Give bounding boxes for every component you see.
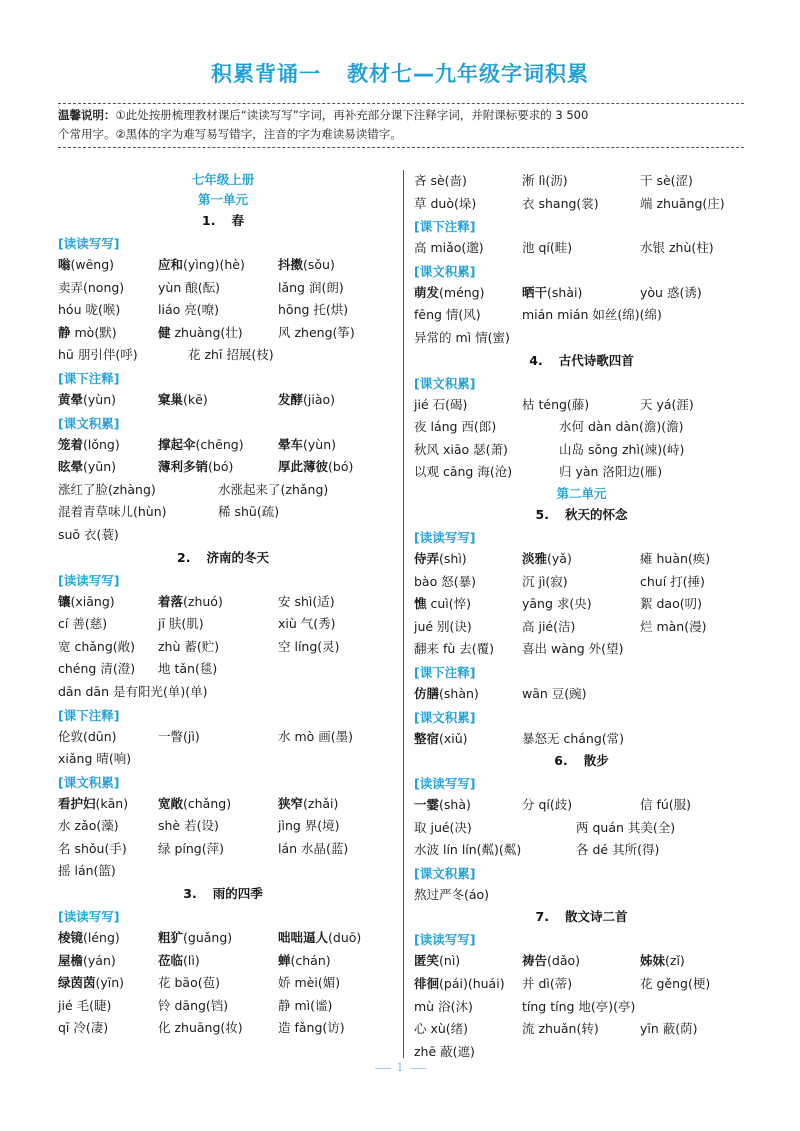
word-row (414, 683, 749, 706)
word-entry: 伦敦(dūn) (58, 728, 117, 744)
word-entry: suō 衣(蓑) (58, 526, 119, 542)
word-row (58, 927, 388, 950)
word-entry: 窠巢(kē) (158, 391, 208, 407)
word-row (414, 884, 749, 907)
word-entry: 造 fǎng(访) (278, 1020, 345, 1036)
word-entry: jué 别(诀) (414, 618, 472, 634)
word-entry: 镶(xiāng) (58, 593, 115, 609)
word-row (58, 972, 388, 995)
word-entry: shè 若(设) (158, 818, 219, 834)
word-entry: zhù 蓄(贮) (158, 638, 220, 654)
word-entry: 淅 lì(沥) (522, 173, 568, 188)
word-row (414, 439, 749, 462)
word-entry: 烂 màn(漫) (640, 618, 707, 634)
word-entry: 花 gěng(梗) (640, 976, 711, 992)
word-entry: chuí 打(捶) (640, 573, 705, 589)
word-entry: 异常的 mì 情(蜜) (414, 329, 510, 345)
lesson-title: 6. 散步 (554, 753, 609, 769)
word-entry: 空 líng(灵) (278, 638, 340, 654)
word-entry: lǎng 润(朗) (278, 279, 344, 295)
word-entry: 山岛 sǒng zhì(竦)(峙) (559, 441, 685, 457)
word-entry: 心 xù(绪) (414, 1021, 469, 1037)
word-entry: 名 shǒu(手) (58, 840, 127, 856)
section-heading: [课下注释] (58, 370, 120, 386)
word-entry: 吝 sè(啬) (414, 173, 467, 188)
word-row (58, 860, 388, 883)
word-row (58, 815, 388, 838)
word-row (58, 501, 388, 524)
word-entry: 夜 láng 西(郎) (414, 419, 497, 435)
word-entry: 流 zhuǎn(转) (522, 1021, 599, 1037)
word-entry: 涨红了脸(zhàng) (58, 481, 156, 497)
word-row (58, 456, 388, 479)
instruction-note (58, 103, 744, 148)
title-part2: 教材七—九年级字词积累 (347, 62, 589, 86)
section-heading: [读读写写] (414, 776, 476, 792)
word-entry: 一瞥(jì) (158, 728, 200, 744)
word-row (58, 277, 388, 300)
section-heading: [读读写写] (414, 529, 476, 545)
word-entry: 一霎(shà) (414, 797, 471, 813)
page-number (0, 1061, 800, 1074)
word-entry: mù 浴(沐) (414, 998, 473, 1014)
column-divider (403, 170, 404, 1058)
note-line2: 个常用字。②黑体的字为难写易写错字，注音的字为难读易读错字。 (58, 127, 402, 141)
word-entry: wān 豆(豌) (522, 685, 587, 701)
right-column (414, 170, 749, 1063)
word-entry: 水波 lín lín(粼)(粼) (414, 842, 522, 858)
word-entry: 徘徊(pái)(huái) (414, 976, 505, 992)
lesson-title: 4. 古代诗歌四首 (529, 352, 634, 368)
word-row (58, 726, 388, 749)
word-entry: lán 水晶(蓝) (278, 840, 349, 856)
word-entry: 干 sè(涩) (640, 173, 693, 188)
word-entry: 花 zhī 招展(枝) (188, 347, 274, 363)
word-entry: chéng 清(澄) (58, 661, 136, 677)
word-row (58, 344, 388, 367)
section-heading: [课文积累] (414, 709, 476, 725)
word-entry: liáo 亮(嘹) (158, 302, 219, 318)
section-heading: [读读写写] (414, 932, 476, 948)
word-row (414, 304, 749, 327)
word-entry: 眩晕(yūn) (58, 459, 117, 475)
grade-heading: 七年级上册 (191, 172, 255, 187)
word-entry: mián mián 如丝(绵)(绵) (522, 307, 662, 323)
word-entry: 铃 dāng(铛) (158, 997, 229, 1013)
word-row (58, 748, 388, 771)
lesson-title: 1. 春 (202, 213, 244, 228)
section-heading: [课下注释] (58, 707, 120, 723)
lesson-title: 7. 散文诗二首 (535, 909, 628, 925)
word-entry: 宽敞(chǎng) (158, 795, 232, 811)
word-entry: 厚此薄彼(bó) (278, 459, 354, 475)
word-entry: 端 zhuāng(庄) (640, 195, 725, 211)
word-row (414, 170, 749, 193)
word-entry: 天 yá(涯) (640, 396, 694, 412)
word-entry: 信 fú(服) (640, 797, 692, 813)
word-entry: cí 善(慈) (58, 616, 108, 632)
word-row (58, 636, 388, 659)
word-entry: yāng 求(央) (522, 596, 592, 612)
word-row (414, 817, 749, 840)
word-entry: 狭窄(zhǎi) (278, 795, 339, 811)
word-entry: 各 dé 其所(得) (576, 842, 660, 858)
word-row (414, 638, 749, 661)
word-row (58, 322, 388, 345)
word-entry: bào 怒(暴) (414, 573, 476, 589)
word-row (414, 1018, 749, 1041)
word-entry: 侍弄(shì) (414, 550, 467, 566)
word-row (58, 950, 388, 973)
word-entry: 归 yàn 洛阳边(雁) (559, 464, 663, 480)
section-heading: [课文积累] (414, 263, 476, 279)
word-entry: 匿笑(nì) (414, 953, 461, 969)
word-entry: 仿膳(shàn) (414, 685, 479, 701)
word-row (58, 299, 388, 322)
word-entry: 抖擞(sǒu) (278, 257, 335, 272)
word-entry: 黄晕(yùn) (58, 391, 117, 407)
word-entry: 莅临(lì) (158, 952, 200, 968)
word-row (414, 950, 749, 973)
word-row (58, 254, 388, 277)
lesson-title: 3. 雨的四季 (183, 886, 263, 902)
word-entry: 地 tǎn(毯) (158, 661, 218, 677)
word-entry: 沉 jì(寂) (522, 573, 568, 589)
word-entry: 暴怒无 cháng(常) (522, 730, 625, 746)
section-heading: [课文积累] (414, 865, 476, 881)
word-entry: 化 zhuāng(妆) (158, 1020, 243, 1036)
section-heading: [读读写写] (58, 572, 120, 588)
word-entry: 稀 shū(疏) (218, 504, 280, 520)
word-entry: 枯 téng(藤) (522, 396, 590, 412)
word-entry: 蝉(chán) (278, 952, 331, 968)
word-entry: 应和(yìng)(hè) (158, 257, 245, 272)
word-row (58, 524, 388, 547)
page-title (0, 58, 800, 88)
word-entry: xiǎng 晴(响) (58, 751, 132, 767)
left-column (58, 170, 388, 1040)
word-entry: 分 qí(歧) (522, 797, 573, 813)
title-part1: 积累背诵一 (211, 62, 321, 86)
word-entry: dān dān 是有阳光(单)(单) (58, 683, 208, 699)
word-row (414, 548, 749, 571)
word-entry: yòu 惑(诱) (640, 284, 702, 300)
word-entry: 撑起伞(chēng) (158, 436, 244, 452)
word-entry: 摇 lán(篮) (58, 863, 116, 879)
word-entry: 两 quán 其美(全) (576, 819, 676, 835)
word-entry: 絮 dao(叨) (640, 596, 702, 612)
word-entry: 水 mò 画(墨) (278, 728, 354, 744)
word-row (58, 658, 388, 681)
word-entry: 水何 dàn dàn(澹)(澹) (559, 419, 684, 435)
section-heading: [课文积累] (58, 774, 120, 790)
word-entry: 着落(zhuó) (158, 593, 223, 609)
word-entry: fēng 情(风) (414, 307, 481, 323)
word-entry: 花 bāo(苞) (158, 975, 220, 991)
word-entry: 宽 chǎng(敞) (58, 638, 136, 654)
word-entry: 水涨起来了(zhǎng) (218, 481, 329, 497)
note-label: 温馨说明： (58, 108, 116, 122)
word-entry: 水银 zhù(柱) (640, 240, 714, 256)
word-entry: jié 毛(睫) (58, 997, 112, 1013)
word-row (414, 237, 749, 260)
section-heading: [读读写写] (58, 236, 120, 251)
word-row (58, 838, 388, 861)
word-row (414, 593, 749, 616)
section-heading: [课文积累] (58, 415, 120, 431)
word-entry: 笼着(lǒng) (58, 436, 120, 452)
section-heading: [读读写写] (58, 909, 120, 925)
word-entry: 发酵(jiào) (278, 391, 336, 407)
word-entry: 淡雅(yǎ) (522, 550, 572, 566)
word-entry: 娇 mèi(媚) (278, 975, 341, 991)
word-row (58, 681, 388, 704)
word-entry: 粗犷(guǎng) (158, 930, 233, 946)
word-entry: 池 qí(畦) (522, 240, 573, 256)
word-entry: 整宿(xiǔ) (414, 730, 468, 746)
lesson-title: 2. 济南的冬天 (177, 549, 269, 565)
word-entry: 熬过严冬(áo) (414, 886, 490, 902)
word-row (58, 434, 388, 457)
word-entry: 绿 píng(萍) (158, 840, 224, 856)
word-entry: 混着青草味儿(hùn) (58, 504, 167, 520)
word-entry: 以观 cāng 海(沧) (414, 464, 513, 480)
word-row (414, 794, 749, 817)
word-row (58, 389, 388, 412)
word-row (58, 793, 388, 816)
word-row (414, 461, 749, 484)
word-entry: 静 mì(谧) (278, 997, 333, 1013)
word-entry: 风 zheng(筝) (278, 324, 355, 340)
word-entry: 高 jié(洁) (522, 618, 576, 634)
lesson-title: 5. 秋天的怀念 (535, 506, 628, 522)
word-entry: hóu 咙(喉) (58, 302, 121, 318)
word-row (58, 479, 388, 502)
word-entry: 草 duò(垛) (414, 195, 477, 211)
word-entry: 晕车(yùn) (278, 436, 337, 452)
word-entry: 憔 cuì(悴) (414, 596, 472, 612)
word-entry: tíng tíng 地(亭)(亭) (522, 998, 636, 1014)
word-entry: 健 zhuàng(壮) (158, 324, 243, 340)
word-entry: hōng 托(烘) (278, 302, 349, 318)
word-row (414, 571, 749, 594)
word-row (414, 394, 749, 417)
word-entry: 咄咄逼人(duō) (278, 930, 362, 946)
word-entry: 秋风 xiāo 瑟(萧) (414, 441, 508, 457)
word-row (414, 282, 749, 305)
word-row (58, 1017, 388, 1040)
word-row (414, 839, 749, 862)
word-entry: 取 jué(决) (414, 819, 472, 835)
word-row (414, 996, 749, 1019)
word-entry: 翻来 fù 去(覆) (414, 641, 495, 657)
word-entry: yùn 酿(酝) (158, 279, 220, 295)
word-row (414, 973, 749, 996)
word-entry: 棱镜(léng) (58, 930, 120, 946)
word-entry: zhē 蔽(遮) (414, 1043, 475, 1059)
word-entry: yīn 蔽(荫) (640, 1021, 698, 1037)
note-line1: ①此处按册梳理教材课后“读读写写”字词，再补充部分课下注释字词，并附课标要求的 3 500 (115, 108, 589, 122)
word-entry: 晒干(shài) (522, 284, 583, 300)
word-entry: 看护妇(kān) (58, 795, 129, 811)
section-heading: [课下注释] (414, 219, 476, 235)
word-row (58, 995, 388, 1018)
word-entry: 高 miǎo(邈) (414, 240, 484, 256)
section-heading: [课文积累] (414, 375, 476, 391)
word-row (414, 616, 749, 639)
section-heading: [课下注释] (414, 664, 476, 680)
word-entry: 屋檐(yán) (58, 952, 116, 968)
word-entry: xiù 气(秀) (278, 616, 336, 632)
word-entry: jìng 界(境) (278, 818, 340, 834)
word-entry: hū 朋引伴(呼) (58, 347, 138, 363)
word-entry: qī 冷(凄) (58, 1020, 109, 1036)
word-entry: jié 石(碣) (414, 396, 468, 412)
word-entry: 萌发(méng) (414, 284, 485, 300)
word-entry: 薄利多销(bó) (158, 459, 234, 475)
word-row (58, 591, 388, 614)
word-row (414, 728, 749, 751)
word-entry: 卖弄(nong) (58, 279, 125, 295)
word-entry: jī 肤(肌) (158, 616, 204, 632)
word-row (58, 613, 388, 636)
unit-heading: 第一单元 (197, 192, 248, 207)
page-number-text: 1 (396, 1061, 404, 1074)
word-entry: 姊妹(zǐ) (640, 953, 685, 969)
word-entry: 衣 shang(裳) (522, 195, 599, 211)
word-entry: 水 zǎo(藻) (58, 818, 119, 834)
word-entry: 嗡(wēng) (58, 257, 115, 272)
word-row (414, 193, 749, 216)
word-entry: 祷告(dǎo) (522, 953, 581, 969)
word-entry: 并 dì(蒂) (522, 976, 573, 992)
word-entry: 静 mò(默) (58, 324, 117, 340)
word-entry: 安 shì(适) (278, 593, 335, 609)
word-entry: 喜出 wàng 外(望) (522, 641, 624, 657)
word-entry: 瘫 huàn(痪) (640, 550, 711, 566)
word-entry: 绿茵茵(yīn) (58, 975, 125, 991)
word-row (414, 327, 749, 350)
unit-heading: 第二单元 (556, 485, 607, 501)
word-row (414, 416, 749, 439)
